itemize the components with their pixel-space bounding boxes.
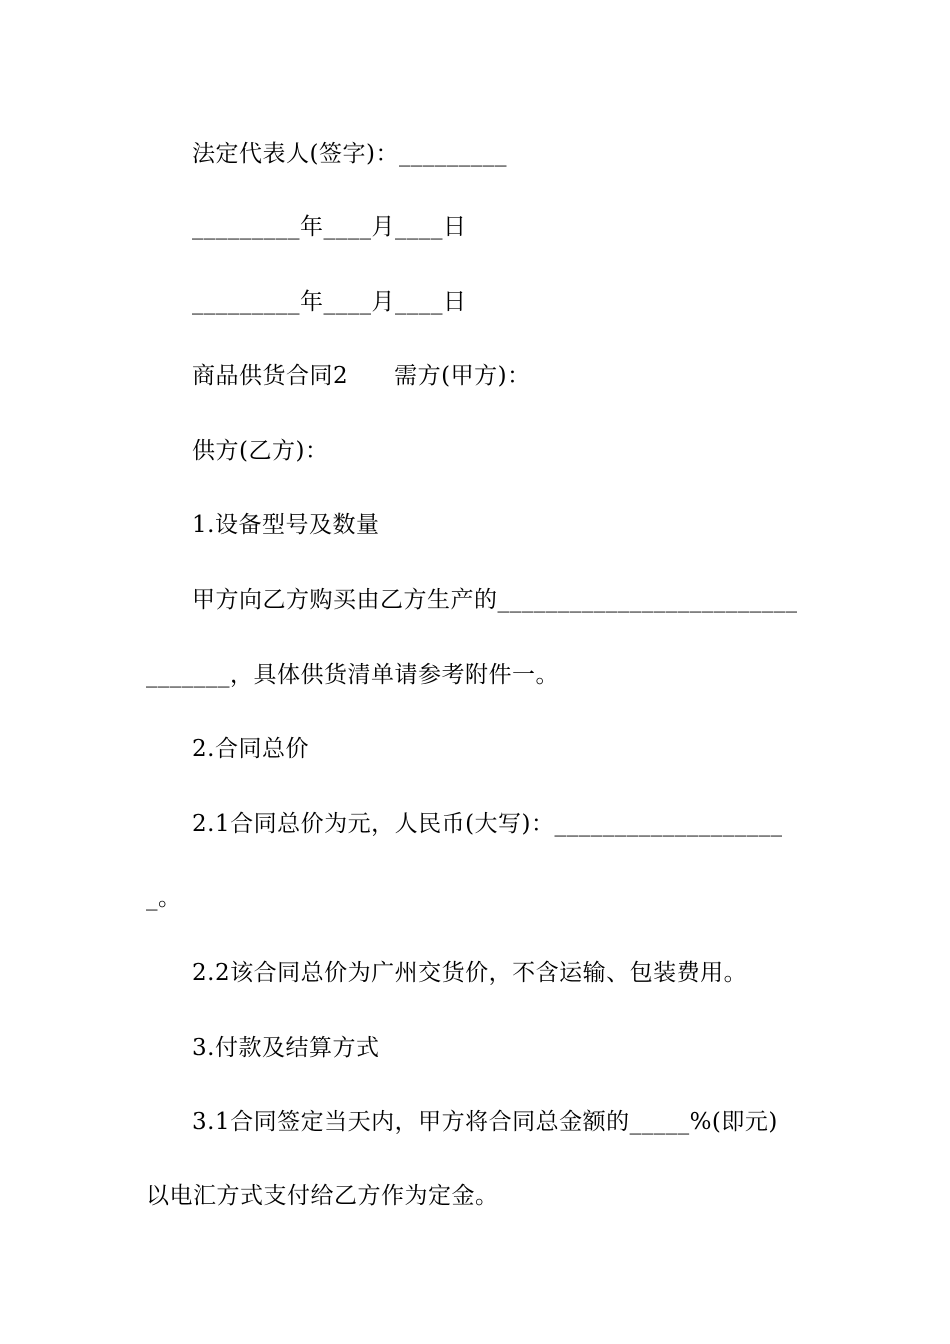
section-1-paragraph: 甲方向乙方购买由乙方生产的_________________________ (192, 587, 798, 613)
clause-3-1: 3.1合同签定当天内，甲方将合同总金额的_____%(即元) (192, 1109, 778, 1135)
buyer-party-label: 需方(甲方)： (394, 363, 531, 389)
clause-2-1-continued: _。 (146, 885, 182, 911)
legal-representative-signature-line: 法定代表人(签字)：_________ (192, 141, 507, 167)
date-line-2: _________年____月____日 (192, 289, 467, 315)
date-line-1: _________年____月____日 (192, 214, 467, 240)
section-1-heading: 1.设备型号及数量 (192, 512, 380, 538)
clause-2-1: 2.1合同总价为元，人民币(大写)：___________________ (192, 811, 783, 837)
supplier-party-label: 供方(乙方)： (192, 438, 329, 464)
contract-title: 商品供货合同2 (192, 363, 349, 389)
clause-2-2: 2.2该合同总价为广州交货价，不含运输、包装费用。 (192, 960, 748, 986)
section-1-paragraph-continued: _______，具体供货清单请参考附件一。 (146, 662, 559, 688)
clause-3-1-continued: 以电汇方式支付给乙方作为定金。 (146, 1183, 499, 1209)
section-2-heading: 2.合同总价 (192, 736, 309, 762)
contract-title-line (192, 361, 531, 391)
section-3-heading: 3.付款及结算方式 (192, 1035, 380, 1061)
